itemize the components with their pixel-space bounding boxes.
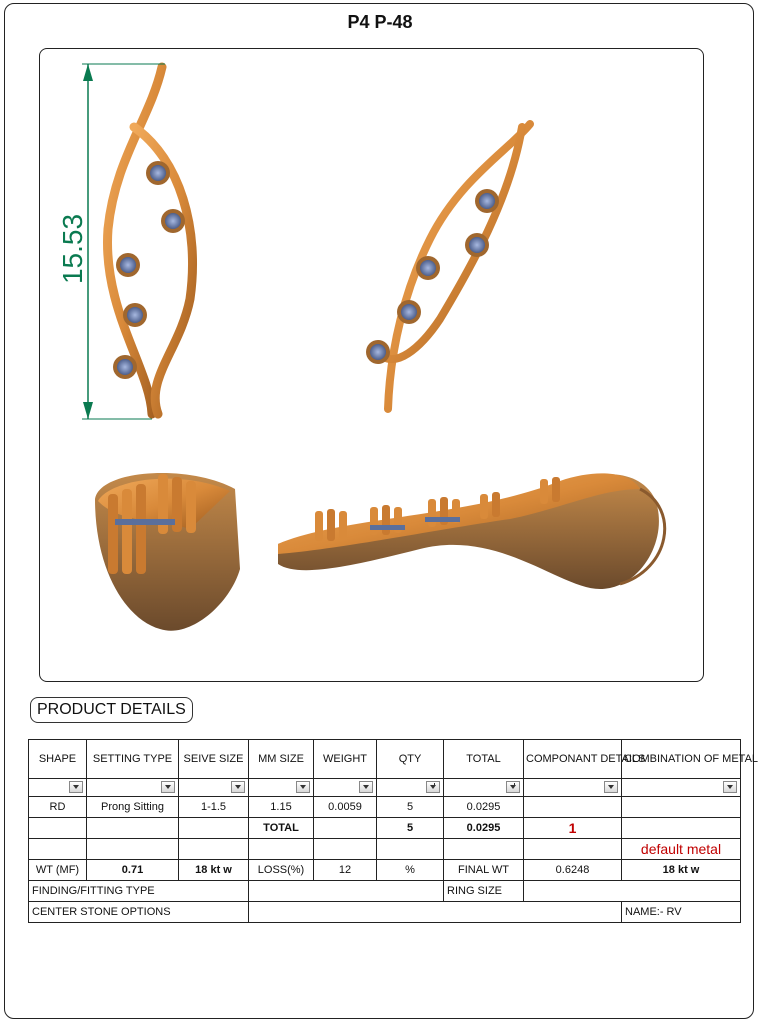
header-row — [29, 740, 741, 779]
total-qty: 5 — [377, 818, 444, 839]
total-value: 0.0295 — [444, 818, 524, 839]
jewelry-render — [40, 49, 705, 683]
cell-seive: 1-1.5 — [179, 797, 249, 818]
dimension-label: 15.53 — [57, 213, 88, 285]
stone-2 — [161, 209, 185, 233]
center-stone-label: CENTER STONE OPTIONS — [29, 902, 249, 923]
finding-fitting-label: FINDING/FITTING TYPE — [29, 881, 249, 902]
header-total: TOTAL — [444, 740, 524, 779]
final-karat: 18 kt w — [622, 860, 741, 881]
page-title: P4 P-48 — [347, 12, 413, 32]
cell-shape: RD — [29, 797, 87, 818]
stone-5 — [113, 355, 137, 379]
front-view — [107, 67, 192, 414]
finding-row — [29, 881, 741, 902]
total-label: TOTAL — [249, 818, 314, 839]
combination-metal-value: default metal — [622, 839, 741, 860]
final-wt-label: FINAL WT — [444, 860, 524, 881]
header-qty: QTY — [377, 740, 444, 779]
product-details-label: PRODUCT DETAILS — [30, 697, 193, 723]
cell-mm: 1.15 — [249, 797, 314, 818]
filter-row — [29, 779, 741, 797]
product-details-table — [28, 739, 759, 923]
loss-percent-sign: % — [377, 860, 444, 881]
header-seive-size: SEIVE SIZE — [179, 740, 249, 779]
cell-total: 0.0295 — [444, 797, 524, 818]
header-shape: SHAPE — [29, 740, 87, 779]
header-setting-type: SETTING TYPE — [87, 740, 179, 779]
designer-name: NAME:- RV — [622, 902, 741, 923]
filter-dropdown-icon[interactable] — [161, 781, 175, 793]
stone-b — [465, 233, 489, 257]
filter-dropdown-icon[interactable] — [231, 781, 245, 793]
filter-dropdown-icon[interactable] — [296, 781, 310, 793]
filter-dropdown-icon[interactable] — [604, 781, 618, 793]
final-wt-value: 0.6248 — [524, 860, 622, 881]
wt-mf-label: WT (MF) — [29, 860, 87, 881]
cell-setting: Prong Sitting — [87, 797, 179, 818]
table-row — [29, 797, 741, 818]
stone-4 — [123, 303, 147, 327]
render-frame — [39, 48, 704, 682]
stone-c — [416, 256, 440, 280]
loss-label: LOSS(%) — [249, 860, 314, 881]
weight-row — [29, 860, 741, 881]
stone-e — [366, 340, 390, 364]
end-view — [95, 473, 240, 631]
side-view — [278, 473, 665, 589]
cell-weight: 0.0059 — [314, 797, 377, 818]
ring-size-label: RING SIZE — [444, 881, 524, 902]
perspective-view — [366, 124, 530, 409]
filter-dropdown-icon[interactable] — [359, 781, 373, 793]
cell-qty: 5 — [377, 797, 444, 818]
wt-karat: 18 kt w — [179, 860, 249, 881]
filter-dropdown-icon[interactable] — [69, 781, 83, 793]
header-mm-size: MM SIZE — [249, 740, 314, 779]
filter-dropdown-icon[interactable] — [723, 781, 737, 793]
header-component-details: COMPONANT DETAILS — [524, 740, 622, 779]
stone-3 — [116, 253, 140, 277]
header-combination-of-metal: COMBINATION OF METAL — [622, 740, 741, 779]
loss-value: 12 — [314, 860, 377, 881]
component-count: 1 — [524, 818, 622, 839]
total-row — [29, 818, 741, 839]
filter-active-icon[interactable] — [426, 781, 440, 793]
header-weight: WEIGHT — [314, 740, 377, 779]
stone-d — [397, 300, 421, 324]
center-stone-row — [29, 902, 741, 923]
wt-mf-value: 0.71 — [87, 860, 179, 881]
stone-1 — [146, 161, 170, 185]
filter-active-icon[interactable] — [506, 781, 520, 793]
metal-row — [29, 839, 741, 860]
stone-a — [475, 189, 499, 213]
